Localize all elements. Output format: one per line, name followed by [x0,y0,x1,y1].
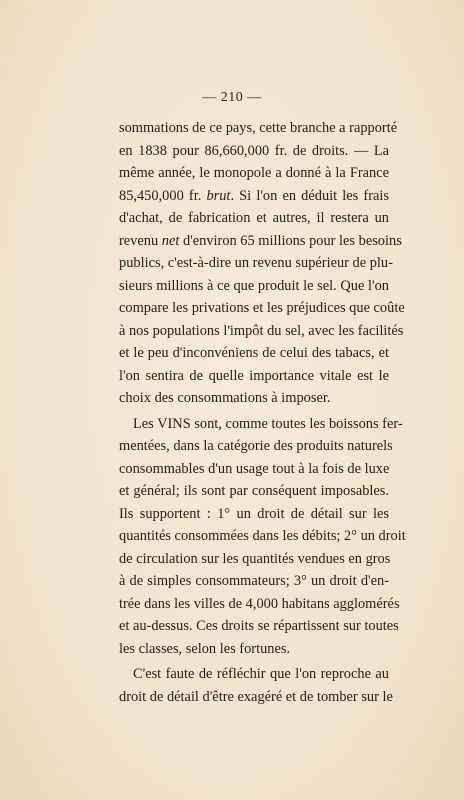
page-number: — 210 — [202,90,262,105]
text-line: même année, le monopole a donné à la France [119,165,389,181]
paragraph-2 [119,413,406,661]
text-line: sieurs millions à ce que produit le sel. Que l'on [119,277,389,294]
text-line: quantités consommées dans les débits; 2° un droit [119,528,406,544]
text-line: et au-dessus. Ces droits se répartissent sur toutes [119,618,399,634]
text-line: à de simples consommateurs; 3° un droit d'en- [119,573,389,589]
text-line: à nos populations l'impôt du sel, avec les facilités [119,322,404,339]
text-line: l'on sentira de quelle importance vitale est le [119,367,389,384]
text-line: en 1838 pour 86,660,000 fr. de droits. — La [119,142,389,159]
italic-word: brut [206,187,231,204]
body-text [119,117,406,708]
text-line: et le peu d'inconvéniens de celui des tabacs, et [119,345,389,361]
text-line: Ils supportent : 1° un droit de détail sur les [119,505,389,522]
text-line: et général; ils sont par conséquent imposables. [119,483,389,499]
paragraph-1 [119,117,405,410]
text-line: droit de détail d'être exagéré et de tomber sur le [119,688,393,705]
text-line: compare les privations et les préjudices que coûte [119,300,405,316]
italic-word: net [161,232,180,249]
text-line: revenu net d'environ 65 millions pour les besoins [119,232,402,249]
text-line: publics, c'est-à-dire un revenu supérieur de plu- [119,255,393,271]
text-line: 85,450,000 fr. brut. Si l'on en déduit les frais [119,187,389,204]
text-line: de circulation sur les quantités vendues en gros [119,550,391,567]
text-line: C'est faute de réfléchir que l'on reproche au [133,666,389,682]
text-line: mentées, dans la catégorie des produits naturels [119,438,393,454]
text-line: choix des consommations à imposer. [119,390,331,406]
text-line: Les VINS sont, comme toutes les boissons fer- [133,415,403,432]
text-line: les classes, selon les fortunes. [119,640,291,657]
text-line: consommables d'un usage tout à la fois de luxe [119,460,390,477]
text-line: d'achat, de fabrication et autres, il restera un [119,210,389,226]
text-line: trée dans les villes de 4,000 habitans agglomérés [119,595,400,612]
paragraph-3 [119,663,393,708]
text-line: sommations de ce pays, cette branche a rapporté [119,120,398,136]
